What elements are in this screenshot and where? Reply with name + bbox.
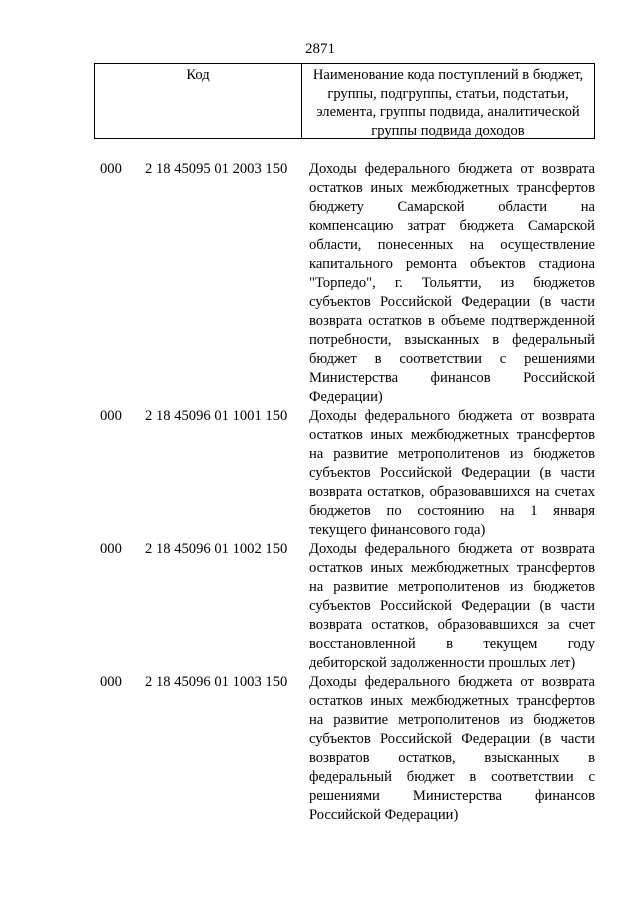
description-line: на развитие метрополитенов из бюджетов	[309, 579, 595, 595]
group-code: 000	[100, 541, 122, 557]
description-line: потребности, взысканных в федеральный	[309, 332, 595, 348]
table-row	[94, 160, 595, 407]
description-line: субъектов Российской Федерации (в части	[309, 731, 595, 747]
description-line: Министерства финансов Российской	[309, 370, 595, 386]
description-line: субъектов Российской Федерации (в части	[309, 598, 595, 614]
income-description	[309, 407, 595, 540]
description-line: бюджет в соответствии с решениями	[309, 351, 595, 367]
description-line: возврата остатков в объеме подтвержденной	[309, 313, 595, 329]
description-line: Доходы федерального бюджета от возврата	[309, 408, 595, 424]
description-line: остатков иных межбюджетных трансфертов	[309, 427, 595, 443]
table-row	[94, 540, 595, 673]
description-line: дебиторской задолженности прошлых лет)	[309, 655, 576, 671]
income-code: 2 18 45096 01 1002 150	[145, 541, 288, 557]
description-line: на развитие метрополитенов из бюджетов	[309, 446, 595, 462]
description-line: Федерации)	[309, 389, 383, 405]
description-line: бюджету Самарской области на	[309, 199, 595, 215]
description-line: остатков иных межбюджетных трансфертов	[309, 693, 595, 709]
header-name-line: Наименование кода поступлений в бюджет,	[312, 67, 584, 83]
header-name-line: группы подвида доходов	[371, 122, 525, 139]
description-line: капитального ремонта объектов стадиона	[309, 256, 595, 272]
description-line: остатков иных межбюджетных трансфертов	[309, 560, 595, 576]
description-line: возврата остатков, образовавшихся за счет	[309, 617, 595, 633]
description-line: Доходы федерального бюджета от возврата	[309, 161, 595, 177]
description-line: текущего финансового года)	[309, 522, 486, 538]
header-name-line: элемента, группы подвида, аналитической	[316, 104, 580, 120]
income-code: 2 18 45095 01 2003 150	[145, 161, 288, 177]
description-line: возврата остатков, образовавшихся на счетах	[309, 484, 595, 500]
group-code: 000	[100, 674, 122, 690]
income-description	[309, 540, 595, 673]
description-line: восстановленной в текущем году	[309, 636, 595, 652]
description-line: области, понесенных на осуществление	[309, 237, 595, 253]
description-line: на развитие метрополитенов из бюджетов	[309, 712, 595, 728]
description-line: Российской Федерации)	[309, 807, 459, 823]
description-line: Доходы федерального бюджета от возврата	[309, 674, 595, 690]
description-line: компенсацию затрат бюджета Самарской	[309, 218, 595, 234]
header-name-cell	[302, 64, 594, 138]
description-line: решениями Министерства финансов	[309, 788, 595, 804]
description-line: "Торпедо", г. Тольятти, из бюджетов	[309, 275, 595, 291]
description-line: субъектов Российской Федерации (в части	[309, 294, 595, 310]
header-code-cell: Код	[95, 64, 302, 138]
table-row	[94, 407, 595, 540]
description-line: субъектов Российской Федерации (в части	[309, 465, 595, 481]
table-header	[94, 63, 595, 139]
description-line: федеральный бюджет в соответствии с	[309, 769, 595, 785]
header-name-line: группы, подгруппы, статьи, подстатьи,	[327, 85, 569, 102]
income-code-list	[94, 160, 595, 825]
income-description	[309, 160, 595, 407]
description-line: остатков иных межбюджетных трансфертов	[309, 180, 595, 196]
income-description	[309, 673, 595, 825]
group-code: 000	[100, 408, 122, 424]
income-code: 2 18 45096 01 1001 150	[145, 408, 288, 424]
description-line: возвратов остатков, взысканных в	[309, 750, 595, 766]
group-code: 000	[100, 161, 122, 177]
page-number: 2871	[305, 41, 335, 57]
description-line: бюджетов по состоянию на 1 января	[309, 503, 595, 519]
table-row	[94, 673, 595, 825]
income-code: 2 18 45096 01 1003 150	[145, 674, 288, 690]
description-line: Доходы федерального бюджета от возврата	[309, 541, 595, 557]
